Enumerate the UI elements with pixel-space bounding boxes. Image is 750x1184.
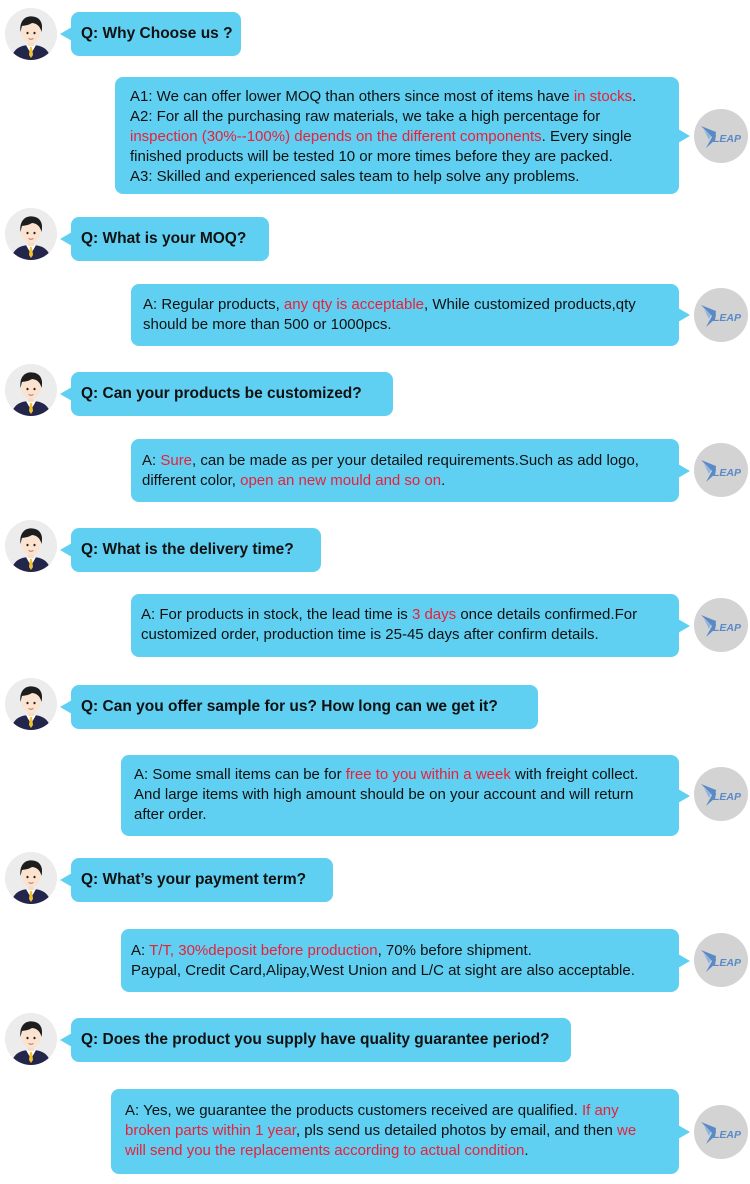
- answer-bubble: [131, 284, 679, 346]
- answer-text: A: Yes, we guarantee the products customers received are qualified.: [125, 1102, 582, 1119]
- answer-bubble: [115, 77, 679, 194]
- answer-text: , While customized products,qty: [424, 296, 636, 313]
- leap-logo: [694, 933, 748, 987]
- answer-text: should be more than 500 or 1000pcs.: [143, 316, 392, 333]
- answer-line: [143, 315, 679, 335]
- answer-text: , 70% before shipment.: [377, 942, 532, 959]
- highlight-text: If any: [581, 1102, 619, 1119]
- answer-line: [130, 127, 679, 147]
- question-bubble: Q: What is the delivery time?: [71, 528, 321, 572]
- highlight-text: 3 days: [411, 606, 457, 623]
- customer-avatar: [5, 678, 57, 730]
- answer-text: And large items with high amount should be on your account and will return: [134, 786, 634, 803]
- answer-text: .: [441, 472, 446, 489]
- question-bubble: Q: Why Choose us ?: [71, 12, 241, 56]
- answer-line: [130, 147, 679, 167]
- question-bubble: Q: Does the product you supply have quality guarantee period?: [71, 1018, 571, 1062]
- svg-text:LEAP: LEAP: [713, 1129, 742, 1141]
- answer-line: [134, 785, 679, 805]
- customer-avatar: [5, 364, 57, 416]
- svg-text:LEAP: LEAP: [713, 957, 742, 969]
- answer-text: with freight collect.: [510, 766, 639, 783]
- highlight-text: any qty is acceptable: [283, 296, 424, 313]
- customer-avatar: [5, 852, 57, 904]
- highlight-text: T/T, 30%deposit before production: [149, 942, 378, 959]
- answer-text: different color,: [142, 472, 241, 489]
- answer-line: [131, 961, 679, 981]
- svg-text:LEAP: LEAP: [713, 133, 742, 145]
- answer-line: [143, 295, 679, 315]
- answer-line: [130, 87, 679, 107]
- leap-logo: [694, 288, 748, 342]
- answer-text: A2: For all the purchasing raw materials, we take a high percentage for: [130, 108, 601, 125]
- customer-avatar: [5, 8, 57, 60]
- answer-bubble: [121, 929, 679, 992]
- answer-line: [130, 107, 679, 127]
- answer-text: Paypal, Credit Card,Alipay,West Union and L/C at sight are also acceptable.: [131, 962, 635, 979]
- answer-line: [134, 805, 679, 825]
- highlight-text: Sure: [160, 452, 193, 469]
- highlight-text: open an new mould and so on: [240, 472, 442, 489]
- answer-text: , can be made as per your detailed requirements.Such as add logo,: [192, 452, 639, 469]
- answer-line: [131, 941, 679, 961]
- answer-line: [142, 471, 679, 491]
- answer-line: [125, 1141, 679, 1161]
- answer-text: A1: We can offer lower MOQ than others since most of items have: [130, 88, 574, 105]
- svg-text:LEAP: LEAP: [713, 467, 742, 479]
- answer-line: [125, 1121, 679, 1141]
- answer-bubble: [121, 755, 679, 836]
- leap-logo: [694, 109, 748, 163]
- answer-bubble: [131, 439, 679, 502]
- answer-text: A:: [142, 452, 161, 469]
- highlight-text: free to you within a week: [345, 766, 511, 783]
- highlight-text: in stocks: [573, 88, 633, 105]
- highlight-text: inspection (30%--100%) depends on the different components: [130, 128, 542, 145]
- answer-text: finished products will be tested 10 or more times before they are packed.: [130, 148, 613, 165]
- answer-line: [125, 1101, 679, 1121]
- answer-line: [141, 625, 679, 645]
- leap-logo: [694, 1105, 748, 1159]
- leap-logo: [694, 598, 748, 652]
- question-bubble: Q: What’s your payment term?: [71, 858, 333, 902]
- highlight-text: will send you the replacements according to actual condition: [125, 1142, 525, 1159]
- answer-text: , pls send us detailed photos by email, and then: [295, 1122, 617, 1139]
- highlight-text: broken parts within 1 year: [125, 1122, 296, 1139]
- customer-avatar: [5, 1013, 57, 1065]
- answer-bubble: [131, 594, 679, 657]
- answer-text: after order.: [134, 806, 207, 823]
- answer-text: A: For products in stock, the lead time is: [141, 606, 412, 623]
- svg-text:LEAP: LEAP: [713, 622, 742, 634]
- answer-text: . Every single: [541, 128, 632, 145]
- leap-logo: [694, 767, 748, 821]
- svg-text:LEAP: LEAP: [713, 791, 742, 803]
- answer-text: A: Some small items can be for: [134, 766, 346, 783]
- answer-text: .: [632, 88, 637, 105]
- question-bubble: Q: Can you offer sample for us? How long can we get it?: [71, 685, 538, 729]
- answer-line: [134, 765, 679, 785]
- answer-text: A: Regular products,: [143, 296, 284, 313]
- answer-line: [130, 167, 679, 187]
- answer-text: once details confirmed.For: [456, 606, 638, 623]
- answer-line: [142, 451, 679, 471]
- question-bubble: Q: Can your products be customized?: [71, 372, 393, 416]
- answer-line: [141, 605, 679, 625]
- customer-avatar: [5, 520, 57, 572]
- leap-logo: [694, 443, 748, 497]
- highlight-text: we: [616, 1122, 637, 1139]
- answer-text: customized order, production time is 25-45 days after confirm details.: [141, 626, 599, 643]
- answer-text: A:: [131, 942, 150, 959]
- customer-avatar: [5, 208, 57, 260]
- answer-text: A3: Skilled and experienced sales team to help solve any problems.: [130, 168, 580, 185]
- question-bubble: Q: What is your MOQ?: [71, 217, 269, 261]
- svg-text:LEAP: LEAP: [713, 312, 742, 324]
- answer-bubble: [111, 1089, 679, 1174]
- answer-text: .: [524, 1142, 529, 1159]
